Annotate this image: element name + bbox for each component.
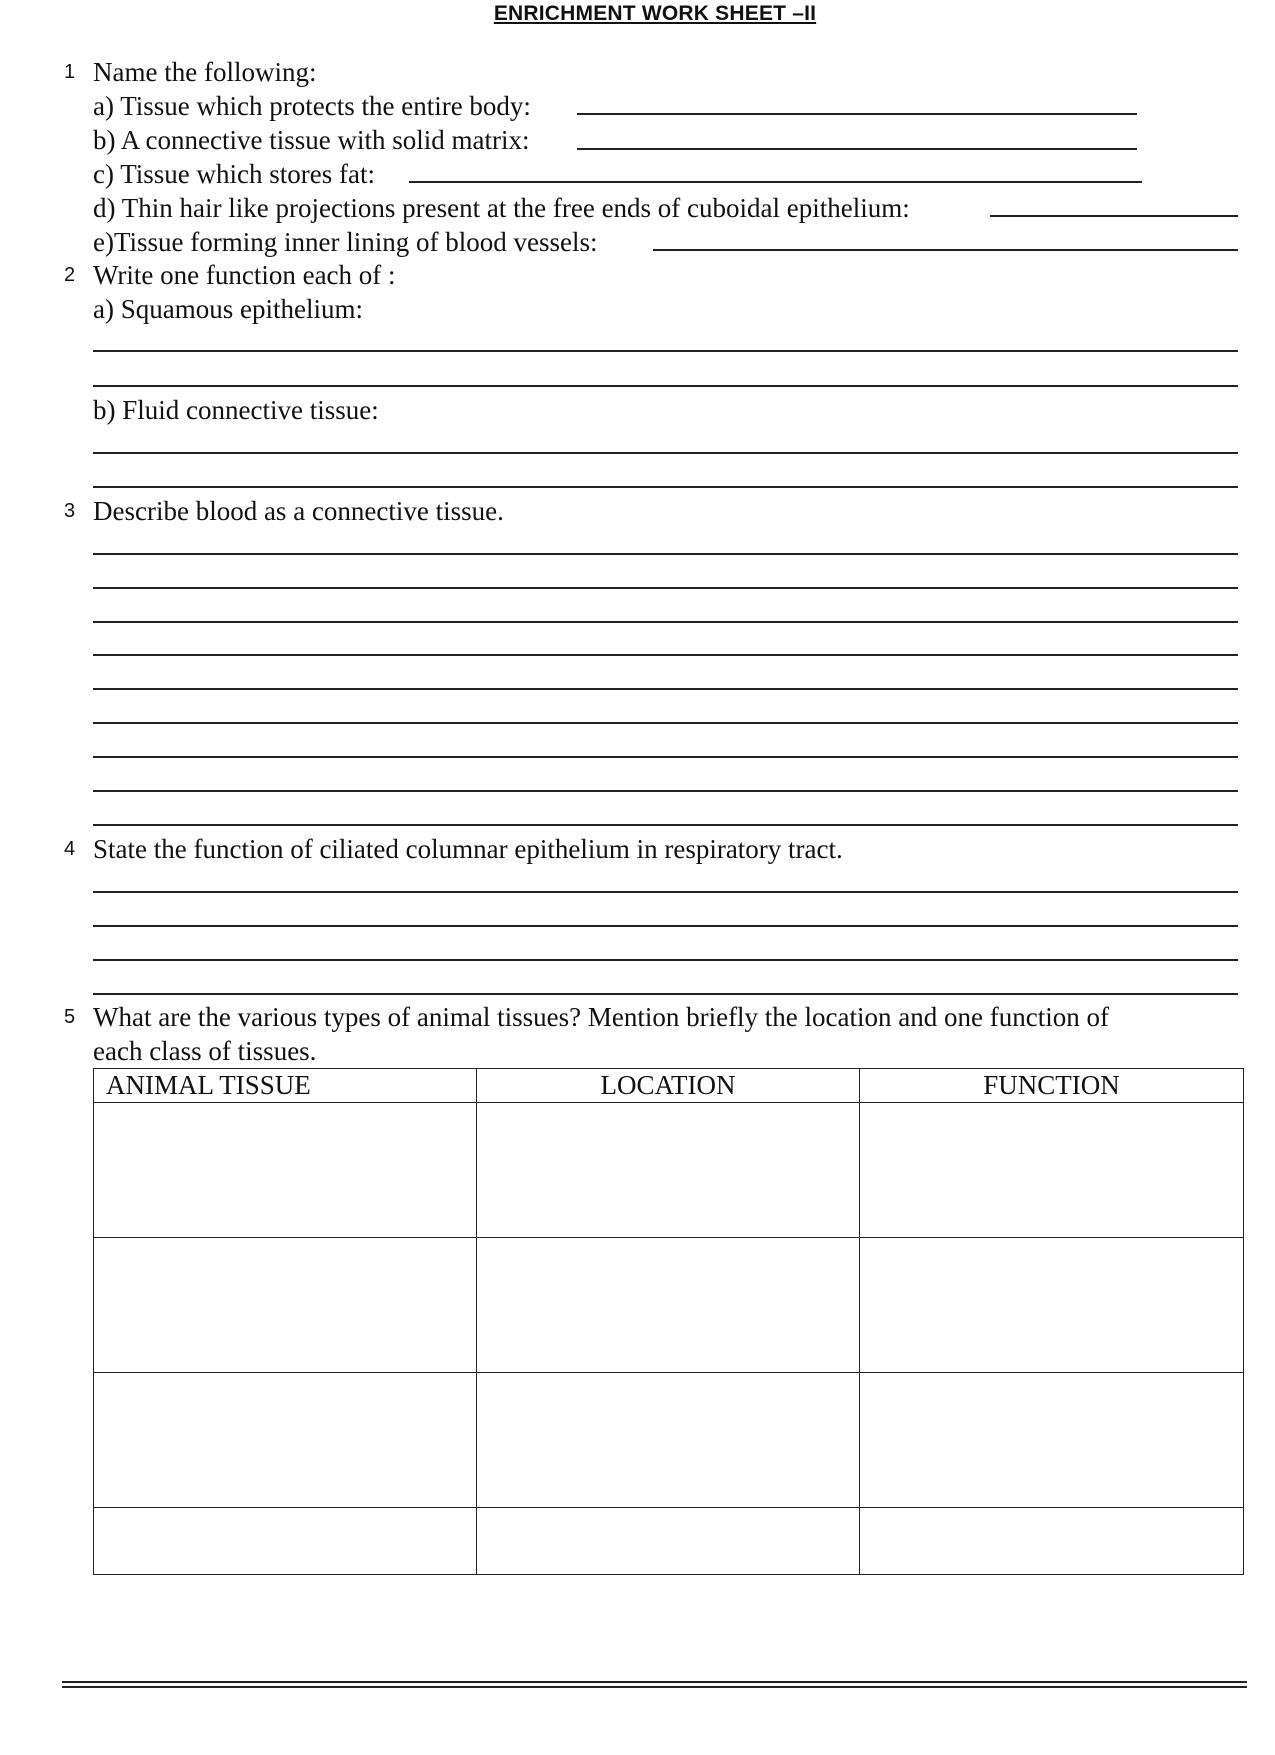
question-5-prompt-line-1: What are the various types of animal tissues? Mention briefly the location and one function of — [93, 1002, 1109, 1032]
question-2a-answer-line[interactable] — [93, 385, 1238, 387]
question-3-answer-line[interactable] — [93, 756, 1238, 758]
question-4-answer-line[interactable] — [93, 993, 1238, 995]
question-3-answer-line[interactable] — [93, 553, 1238, 555]
question-5-prompt-line-2: each class of tissues. — [93, 1036, 317, 1066]
table-cell-location[interactable] — [477, 1103, 860, 1238]
table-cell-tissue[interactable] — [94, 1373, 477, 1508]
question-2a-text: a) Squamous epithelium: — [93, 294, 363, 324]
question-4-answer-line[interactable] — [93, 959, 1238, 961]
table-cell-tissue[interactable] — [94, 1508, 477, 1575]
question-1-prompt: Name the following: — [93, 57, 317, 87]
question-3-answer-line[interactable] — [93, 688, 1238, 690]
question-3-answer-line[interactable] — [93, 790, 1238, 792]
table-cell-location[interactable] — [477, 1508, 860, 1575]
table-cell-function[interactable] — [860, 1373, 1244, 1508]
animal-tissue-table — [93, 1068, 1244, 1575]
question-3-answer-line[interactable] — [93, 824, 1238, 826]
table-cell-location[interactable] — [477, 1373, 860, 1508]
table-cell-location[interactable] — [477, 1238, 860, 1373]
question-1c-answer-blank[interactable] — [409, 181, 1142, 183]
question-2b-answer-line[interactable] — [93, 486, 1238, 488]
question-1d-text: d) Thin hair like projections present at the free ends of cuboidal epithelium: — [93, 193, 910, 223]
table-row — [94, 1508, 1244, 1575]
question-1-number: 1 — [64, 61, 76, 83]
question-4-answer-line[interactable] — [93, 925, 1238, 927]
table-cell-function[interactable] — [860, 1238, 1244, 1373]
question-4-prompt: State the function of ciliated columnar epithelium in respiratory tract. — [93, 834, 843, 864]
question-1e-answer-blank[interactable] — [653, 249, 1238, 251]
table-row — [94, 1238, 1244, 1373]
table-cell-tissue[interactable] — [94, 1103, 477, 1238]
question-1a-answer-blank[interactable] — [577, 113, 1137, 115]
question-1e-text: e)Tissue forming inner lining of blood vessels: — [93, 227, 598, 257]
question-3-answer-line[interactable] — [93, 654, 1238, 656]
question-3-prompt: Describe blood as a connective tissue. — [93, 496, 504, 526]
question-2-prompt: Write one function each of : — [93, 260, 396, 290]
question-4-number: 4 — [64, 838, 76, 860]
question-1b-answer-blank[interactable] — [577, 148, 1137, 150]
question-2-number: 2 — [64, 264, 76, 286]
question-4-answer-line[interactable] — [93, 891, 1238, 893]
table-header-row — [94, 1069, 1244, 1103]
question-1d-answer-blank[interactable] — [990, 215, 1238, 217]
question-3-answer-line[interactable] — [93, 722, 1238, 724]
table-cell-function[interactable] — [860, 1103, 1244, 1238]
column-header-animal-tissue: ANIMAL TISSUE — [94, 1069, 477, 1103]
table-cell-function[interactable] — [860, 1508, 1244, 1575]
table-cell-tissue[interactable] — [94, 1238, 477, 1373]
question-1b-text: b) A connective tissue with solid matrix: — [93, 125, 530, 155]
question-1c-text: c) Tissue which stores fat: — [93, 159, 375, 189]
table-row — [94, 1103, 1244, 1238]
question-3-answer-line[interactable] — [93, 587, 1238, 589]
footer-rule — [62, 1686, 1247, 1688]
footer-rule — [62, 1681, 1247, 1683]
column-header-location: LOCATION — [477, 1069, 860, 1103]
question-2b-answer-line[interactable] — [93, 452, 1238, 454]
question-5-number: 5 — [64, 1006, 76, 1028]
table-row — [94, 1373, 1244, 1508]
question-3-answer-line[interactable] — [93, 621, 1238, 623]
question-2a-answer-line[interactable] — [93, 350, 1238, 352]
question-1a-text: a) Tissue which protects the entire body: — [93, 91, 531, 121]
question-2b-text: b) Fluid connective tissue: — [93, 395, 379, 425]
question-3-number: 3 — [64, 500, 76, 522]
column-header-function: FUNCTION — [860, 1069, 1244, 1103]
worksheet-title: ENRICHMENT WORK SHEET –II — [493, 2, 817, 25]
